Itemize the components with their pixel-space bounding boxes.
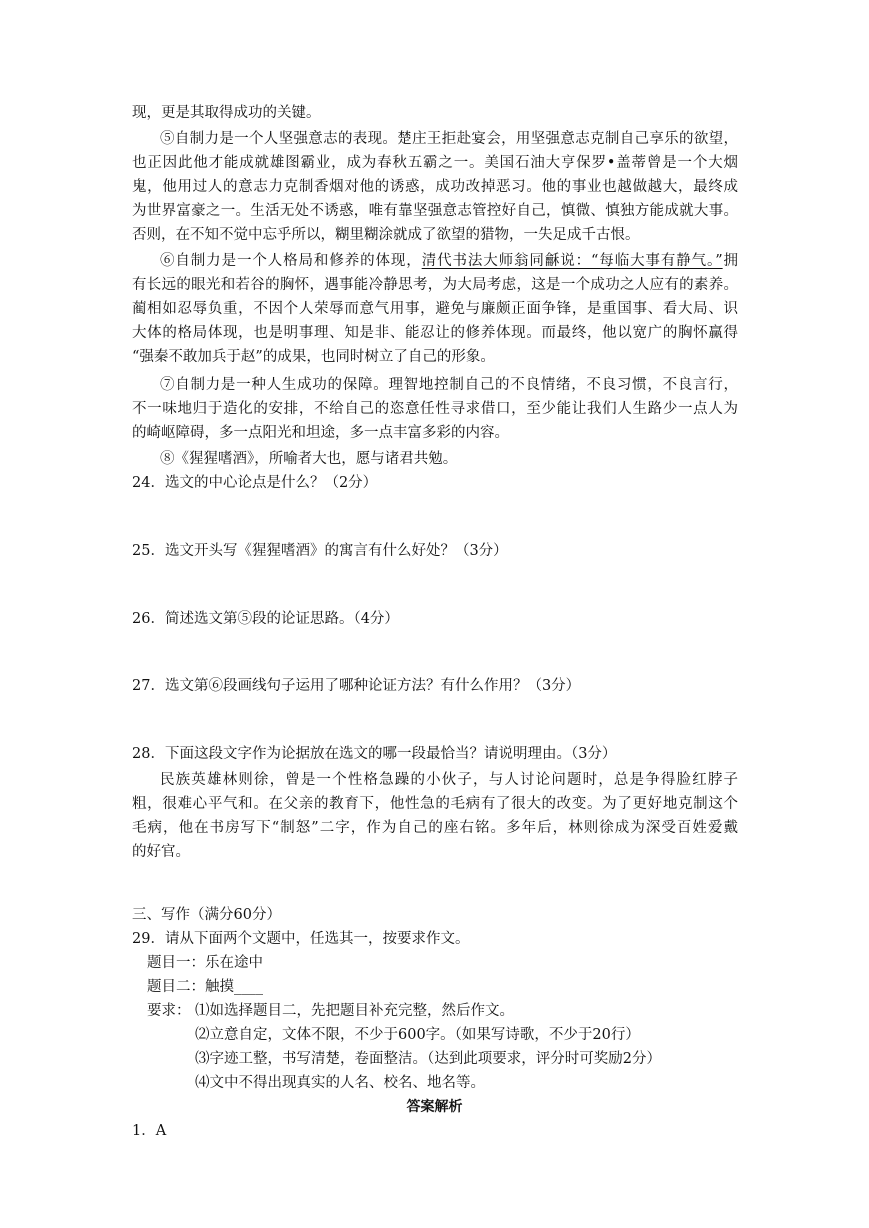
question-29: 29．请从下面两个文题中，任选其一，按要求作文。	[132, 931, 470, 947]
question-28-material-line: 粗，很难心平气和。在父亲的教育下，他性急的毛病有了很大的改变。为了更好地克制这个	[132, 796, 738, 812]
paragraph-5-line: 也正因此他才能成就雄图霸业，成为春秋五霸之一。美国石油大亨保罗•盖蒂曾是一个大烟	[132, 155, 738, 171]
paragraph-6-text: 拥	[722, 253, 739, 269]
question-26: 26．简述选文第⑤段的论证思路。（4分）	[132, 611, 399, 627]
paragraph-5-line: 鬼，他用过人的意志力克制香烟对他的诱惑，成功改掉恶习。他的事业也越做越大，最终成	[132, 179, 738, 195]
paragraph-5-line: ⑤自制力是一个人坚强意志的表现。楚庄王拒赴宴会，用坚强意志克制自己享乐的欲望，	[160, 131, 738, 147]
passage-line: 现，更是其取得成功的关键。	[132, 105, 321, 121]
requirements-label: 要求：	[147, 1003, 191, 1019]
paragraph-6-line: 有长远的眼光和若谷的胸怀，遇事能冷静思考，为大局考虑，这是一个成功之人应有的素养。	[132, 277, 738, 293]
underlined-quote: 清代书法大师翁同龢说：“每临大事有静气。”	[421, 253, 723, 269]
paragraph-5-line: 为世界富豪之一。生活无处不诱惑，唯有靠坚强意志管控好自己，慎微、慎独方能成就大事。	[132, 203, 738, 219]
paragraph-6-line: 大体的格局体现，也是明事理、知是非、能忍让的修养体现。而最终，他以宽广的胸怀赢得	[132, 325, 738, 341]
writing-section-title: 三、写作（满分60分）	[132, 907, 281, 923]
paragraph-6-text: ⑥自制力是一个人格局和修养的体现，	[160, 253, 422, 269]
requirement-item: ⑴如选择题目二，先把题目补充完整，然后作文。	[195, 1003, 514, 1019]
question-28-material-line: 民族英雄林则徐，曾是一个性格急躁的小伙子，与人讨论问题时，总是争得脸红脖子	[160, 772, 738, 788]
question-28: 28．下面这段文字作为论据放在选文的哪一段最恰当？请说明理由。（3分）	[132, 746, 617, 762]
paragraph-6-line: “强秦不敢加兵于赵”的成果，也同时树立了自己的形象。	[132, 349, 495, 365]
requirement-item: ⑵立意自定，文体不限，不少于600字。（如果写诗歌，不少于20行）	[195, 1027, 640, 1043]
requirement-item: ⑷文中不得出现真实的人名、校名、地名等。	[195, 1075, 485, 1091]
paragraph-7-line: 不一味地归于造化的安排，不给自己的恣意任性寻求借口，至少能让我们人生路少一点人为	[132, 401, 738, 417]
topic-one: 题目一：乐在途中	[147, 955, 263, 971]
answer-1: 1．A	[132, 1123, 167, 1139]
question-28-material-line: 的好官。	[132, 844, 190, 860]
answers-title: 答案解析	[406, 1099, 463, 1115]
question-28-material-line: 毛病，他在书房写下“制怒”二字，作为自己的座右铭。多年后，林则徐成为深受百姓爱戴	[132, 820, 738, 836]
paragraph-8-line: ⑧《猩猩嗜酒》，所喻者大也，愿与诸君共勉。	[160, 451, 458, 467]
question-25: 25．选文开头写《猩猩嗜酒》的寓言有什么好处？（3分）	[132, 543, 508, 559]
paragraph-6-line: 蔺相如忍辱负重，不因个人荣辱而意气用事，避免与廉颇正面争锋，是重国事、看大局、识	[132, 301, 738, 317]
paragraph-7-line: ⑦自制力是一种人生成功的保障。理智地控制自己的不良情绪，不良习惯，不良言行，	[160, 377, 738, 393]
topic-two: 题目二：触摸____	[147, 979, 263, 995]
paragraph-5-line: 否则，在不知不觉中忘乎所以，糊里糊涂就成了欲望的猎物，一失足成千古恨。	[132, 227, 640, 243]
requirement-item: ⑶字迹工整，书写清楚，卷面整洁。（达到此项要求，评分时可奖励2分）	[195, 1051, 661, 1067]
paragraph-7-line: 的崎岖障碍，多一点阳光和坦途，多一点丰富多彩的内容。	[132, 425, 509, 441]
question-27: 27．选文第⑥段画线句子运用了哪种论证方法？有什么作用？（3分）	[132, 678, 581, 694]
question-24: 24．选文的中心论点是什么？（2分）	[132, 475, 378, 491]
paragraph-6-line	[160, 251, 738, 271]
